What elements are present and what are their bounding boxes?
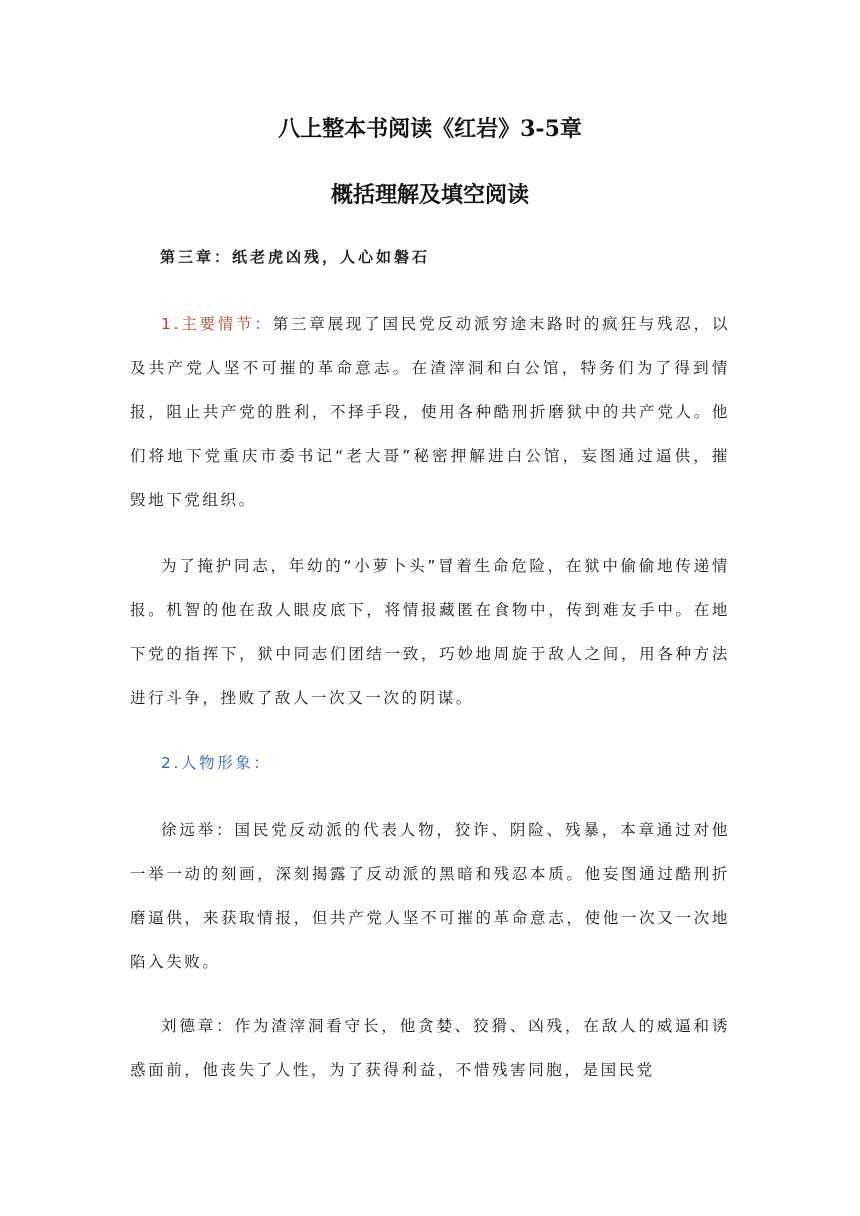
chapter-heading: 第三章：纸老虎凶残，人心如磐石 [160,248,431,266]
document-subtitle: 概括理解及填空阅读 [330,182,529,208]
character-liu-dezhang: 刘德章：作为渣滓洞看守长，他贪婪、狡猾、凶残，在敌人的威逼和诱惑面前，他丧失了人性，为了获得利益，不惜残害同胞，是国民党 [130,1017,730,1079]
character-section-heading: 2.人物形象： [161,754,272,772]
document-title: 八上整本书阅读《红岩》3-5章 [278,116,582,142]
character-xu-yuanju: 徐远举：国民党反动派的代表人物，狡诈、阴险、残暴，本章通过对他一举一动的刻画，深刻揭露了反动派的黑暗和残忍本质。他妄图通过酷刑折磨逼供，来获取情报，但共产党人坚不可摧的革命意志，使他一次又一次地陷入失败。 [130,821,730,971]
plot-summary-label: 1.主要情节： [161,315,273,333]
plot-summary-paragraph [130,302,730,522]
plot-summary-text: 第三章展现了国民党反动派穷途末路时的疯狂与残忍，以及共产党人坚不可摧的革命意志。在渣滓洞和白公馆，特务们为了得到情报，阻止共产党的胜利，不择手段，使用各种酷刑折磨狱中的共产党人。他们将地下党重庆市委书记“老大哥”秘密押解进白公馆，妄图通过逼供，摧毁地下党组织。 [130,315,730,509]
plot-paragraph-2: 为了掩护同志，年幼的“小萝卜头”冒着生命危险，在狱中偷偷地传递情报。机智的他在敌人眼皮底下，将情报藏匿在食物中，传到难友手中。在地下党的指挥下，狱中同志们团结一致，巧妙地周旋于敌人之间，用各种方法进行斗争，挫败了敌人一次又一次的阴谋。 [130,557,730,707]
